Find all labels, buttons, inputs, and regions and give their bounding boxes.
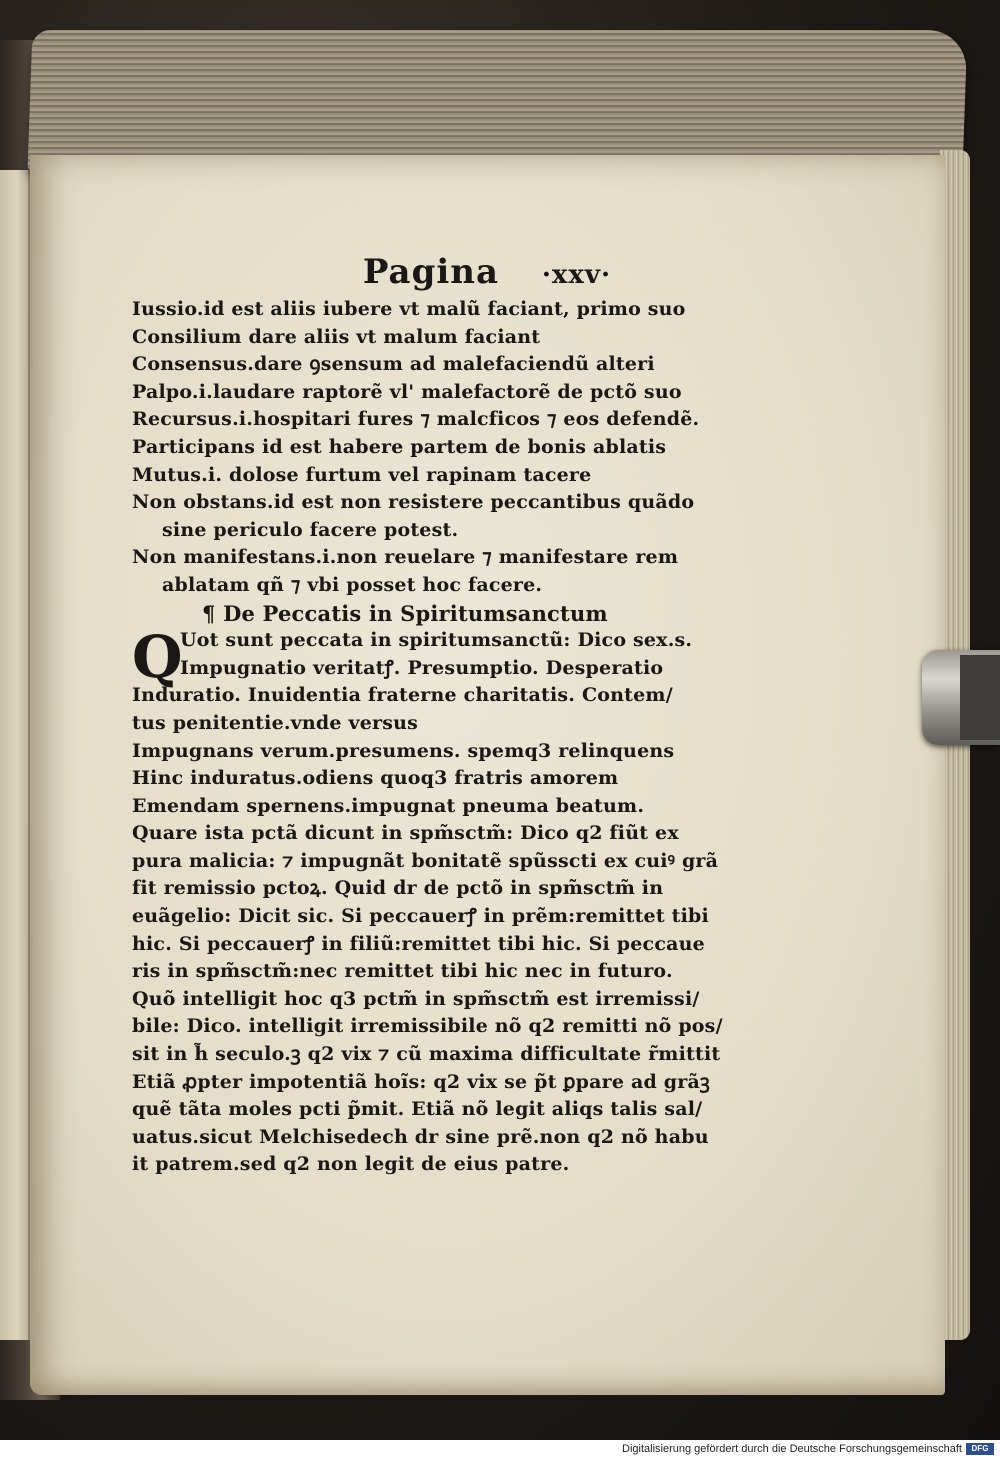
text-line: tus penitentie.vnde versus — [132, 711, 419, 734]
text-line: euãgelio: Dicit sic. Si peccauerꝭ in prẽm:remittet tibi — [132, 905, 709, 928]
text-line: Impugnatio veritatꝭ. Presumptio. Desperatio — [180, 656, 664, 679]
text-line: hic. Si peccauerꝭ in filiũ:remittet tibi hic. Si peccaue — [132, 932, 705, 955]
paragraph-sins-list — [132, 296, 772, 600]
text-line: Quõ intelligit hoc q3 pctm̃ in spm̃sctm̃ est irremissi/ — [132, 987, 700, 1010]
text-line: sine periculo facere potest. — [162, 518, 459, 541]
text-line: Uot sunt peccata in spiritumsanctũ: Dico sex.s. — [180, 629, 693, 652]
text-line: ris in spm̃sctm̃:nec remittet tibi hic nec in futuro. — [132, 960, 673, 983]
text-block — [132, 248, 772, 1179]
text-line: Quare ista pctã dicunt in spm̃sctm̃: Dico q2 fiũt ex — [132, 822, 679, 845]
text-line: ablatam qñ ⁊ vbi posset hoc facere. — [162, 573, 543, 596]
facing-page-edge — [0, 170, 30, 1340]
section-heading: ¶ De Peccatis in Spiritumsanctum — [202, 600, 608, 626]
footer-bar — [0, 1440, 1000, 1459]
text-line: pura malicia: ⁊ impugnãt bonitatẽ spũsscti ex cuiꝰ grã — [132, 849, 719, 872]
text-line: Participans id est habere partem de bonis ablatis — [132, 435, 667, 458]
text-line: Iussio.id est aliis iubere vt malũ faciant, primo suo — [132, 298, 686, 320]
text-line: Consilium dare aliis vt malum faciant — [132, 325, 541, 348]
clip-shadow — [960, 655, 1000, 740]
text-line: Hinc induratus.odiens quoq3 fratris amorem — [132, 767, 619, 790]
header-title: Pagina — [362, 252, 500, 292]
text-line: Etiã ꝓpter impotentiã hoĩs: q2 vix se p̃t ꝑpare ad grãꝫ — [132, 1070, 710, 1093]
text-line: fit remissio pctoꝝ. Quid dr de pctõ in spm̃sctm̃ in — [132, 877, 664, 900]
text-line: it patrem.sed q2 non legit de eius patre. — [132, 1153, 570, 1176]
text-line: Emendam spernens.impugnat pneuma beatum. — [132, 794, 645, 817]
text-line: Consensus.dare ꝯsensum ad malefaciendũ alteri — [132, 353, 655, 376]
folio-number: ·xxv· — [541, 260, 612, 290]
text-line: sit in h̃ seculo.ꝫ q2 vix ⁊ cũ maxima difficultate r̃mittit — [132, 1043, 721, 1066]
running-header — [202, 248, 772, 296]
book-block-top-edge — [28, 30, 968, 170]
initial-capital: Q — [132, 623, 183, 692]
text-line: Recursus.i.hospitari fures ⁊ malcficos ⁊ eos defendẽ. — [132, 408, 700, 431]
text-line: Mutus.i. dolose furtum vel rapinam tacere — [132, 463, 592, 486]
text-line: Induratio. Inuidentia fraterne charitatis. Contem/ — [132, 684, 673, 707]
footer-credit: Digitalisierung gefördert durch die Deutsche Forschungsgemeinschaft — [622, 1443, 962, 1455]
text-line: Non manifestans.i.non reuelare ⁊ manifestare rem — [132, 546, 679, 569]
text-line: uatus.sicut Melchisedech dr sine prẽ.non q2 nõ habu — [132, 1125, 709, 1148]
paragraph-holy-spirit — [132, 623, 772, 1179]
text-line: bile: Dico. intelligit irremissibile nõ q2 remitti nõ pos/ — [132, 1015, 723, 1038]
text-line: Impugnans verum.presumens. spemq3 relinquens — [132, 739, 675, 762]
text-line: quẽ tãta moles pcti p̃mit. Etiã nõ legit aliqs talis sal/ — [132, 1098, 703, 1121]
paragraph-mark-icon: ¶ — [202, 600, 216, 626]
text-line: Palpo.i.laudare raptorẽ vl' malefactorẽ de pctõ suo — [132, 380, 682, 403]
dfg-logo: DFG — [966, 1443, 994, 1455]
text-line: Non obstans.id est non resistere peccantibus quãdo — [132, 491, 695, 514]
